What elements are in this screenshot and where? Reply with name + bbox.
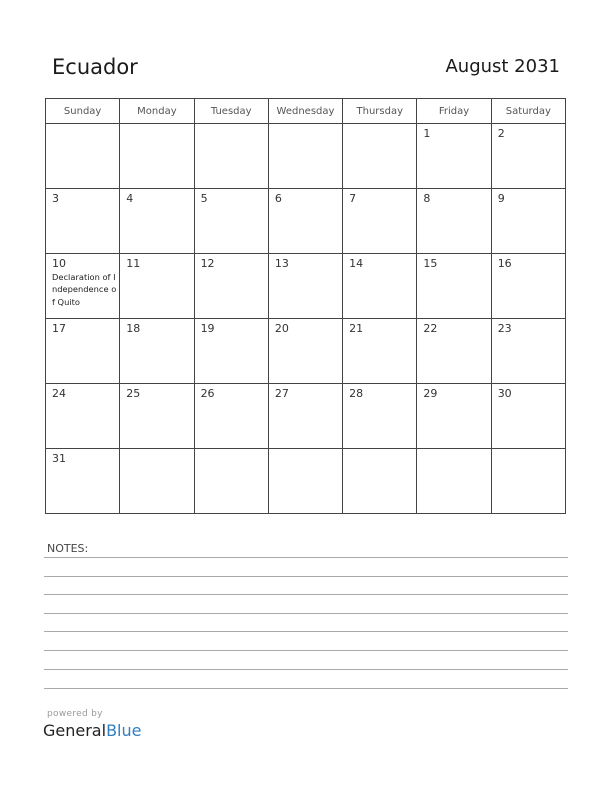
day-number: 8 (423, 192, 431, 205)
country-title: Ecuador (52, 55, 138, 79)
empty-day-cell (343, 449, 417, 514)
note-line (44, 576, 568, 577)
empty-day-cell (417, 449, 491, 514)
weekday-wednesday: Wednesday (268, 99, 342, 124)
day-cell (491, 384, 565, 449)
day-number: 31 (52, 452, 66, 465)
day-cell (268, 384, 342, 449)
day-cell (194, 319, 268, 384)
brand-general: General (43, 721, 107, 740)
weekday-header-row (46, 99, 566, 124)
day-number: 6 (274, 192, 282, 205)
day-number: 3 (52, 192, 59, 205)
day-cell (491, 254, 565, 319)
day-number: 23 (497, 322, 512, 335)
day-cell (194, 384, 268, 449)
empty-day-cell (343, 124, 417, 189)
empty-day-cell (194, 449, 268, 514)
day-number: 20 (274, 322, 289, 335)
weekday-sunday: Sunday (46, 99, 120, 124)
week-row (46, 254, 566, 319)
weekday-tuesday: Tuesday (194, 99, 268, 124)
day-cell (46, 189, 120, 254)
brand-blue: Blue (106, 721, 142, 740)
day-cell (194, 189, 268, 254)
note-line (44, 557, 568, 558)
weekday-monday: Monday (120, 99, 194, 124)
note-line (44, 650, 568, 651)
day-cell (268, 189, 342, 254)
weekday-friday: Friday (417, 99, 491, 124)
day-number: 17 (52, 322, 66, 335)
day-number: 28 (349, 387, 364, 400)
notes-label: NOTES: (47, 542, 89, 555)
brand-logo (43, 721, 141, 740)
day-cell (120, 254, 194, 319)
day-number: 25 (126, 387, 141, 400)
day-number: 9 (497, 192, 505, 205)
week-row (46, 189, 566, 254)
day-number: 19 (200, 322, 215, 335)
day-cell (343, 254, 417, 319)
day-number: 12 (200, 257, 215, 270)
week-row (46, 449, 566, 514)
day-number: 24 (52, 387, 66, 400)
note-line (44, 594, 568, 595)
week-row (46, 124, 566, 189)
day-number: 11 (126, 257, 141, 270)
day-number: 18 (126, 322, 141, 335)
day-number: 14 (349, 257, 364, 270)
day-cell (491, 319, 565, 384)
empty-day-cell (491, 449, 565, 514)
day-cell (120, 189, 194, 254)
day-number: 15 (423, 257, 438, 270)
day-number: 21 (349, 322, 364, 335)
note-line (44, 613, 568, 614)
day-cell (417, 319, 491, 384)
powered-by-text: powered by (47, 709, 103, 719)
note-line (44, 669, 568, 670)
day-number: 2 (497, 127, 505, 140)
note-line (44, 631, 568, 632)
day-cell (417, 189, 491, 254)
day-cell (120, 319, 194, 384)
weekday-thursday: Thursday (343, 99, 417, 124)
day-cell (46, 254, 120, 319)
day-number: 13 (274, 257, 289, 270)
week-row (46, 319, 566, 384)
weekday-saturday: Saturday (491, 99, 565, 124)
calendar-grid (45, 98, 566, 514)
day-cell (343, 319, 417, 384)
empty-day-cell (268, 124, 342, 189)
holiday-label: Declaration of Independence of Quito (52, 272, 117, 307)
day-cell (46, 449, 120, 514)
day-cell (417, 384, 491, 449)
day-number: 1 (423, 127, 431, 140)
empty-day-cell (120, 124, 194, 189)
empty-day-cell (194, 124, 268, 189)
day-cell (120, 384, 194, 449)
day-number: 29 (423, 387, 438, 400)
day-cell (417, 124, 491, 189)
day-number: 10 (52, 257, 66, 270)
day-number: 30 (497, 387, 512, 400)
week-row (46, 384, 566, 449)
day-number: 4 (126, 192, 134, 205)
day-cell (46, 319, 120, 384)
day-cell (491, 124, 565, 189)
day-number: 26 (200, 387, 215, 400)
day-number: 16 (497, 257, 512, 270)
day-cell (491, 189, 565, 254)
day-cell (268, 254, 342, 319)
day-cell (343, 384, 417, 449)
empty-day-cell (268, 449, 342, 514)
day-cell (46, 384, 120, 449)
month-title: August 2031 (445, 56, 560, 77)
day-cell (194, 254, 268, 319)
day-number: 5 (200, 192, 208, 205)
day-number: 27 (274, 387, 289, 400)
day-cell (268, 319, 342, 384)
day-cell (417, 254, 491, 319)
empty-day-cell (120, 449, 194, 514)
note-line (44, 688, 568, 689)
day-cell (343, 189, 417, 254)
day-number: 7 (349, 192, 357, 205)
empty-day-cell (46, 124, 120, 189)
calendar-body (46, 124, 566, 514)
day-number: 22 (423, 322, 438, 335)
